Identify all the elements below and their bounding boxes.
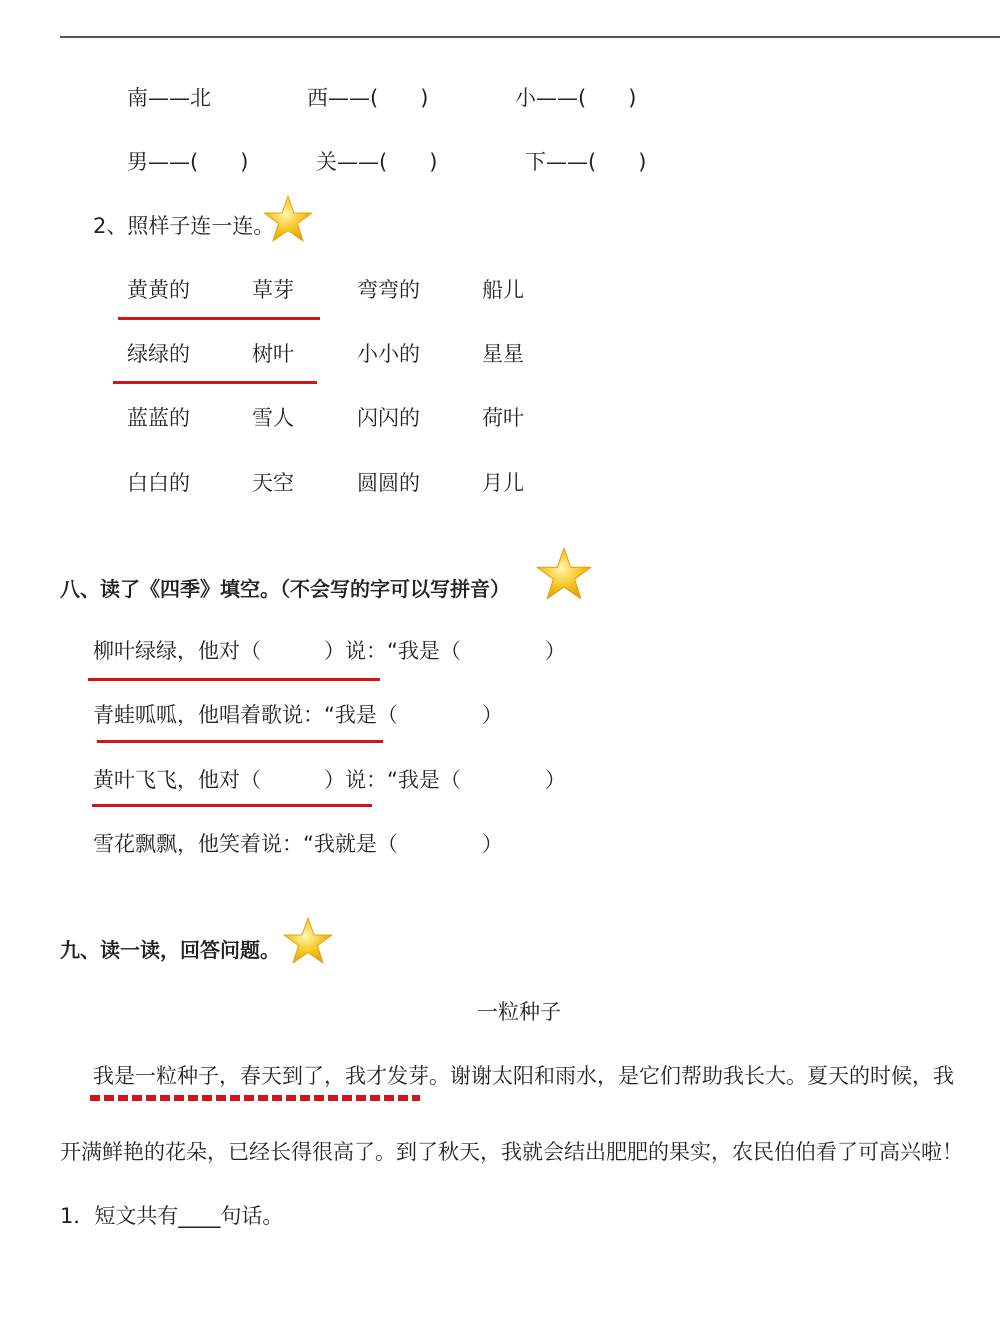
star-icon bbox=[536, 546, 592, 602]
match-word: 月儿 bbox=[482, 471, 524, 495]
answer-underline bbox=[113, 381, 317, 384]
match-word: 星星 bbox=[482, 342, 524, 366]
answer-dashed-underline bbox=[90, 1095, 420, 1101]
fill-line: 雪花飘飘，他笑着说：“我就是（ ） bbox=[93, 832, 503, 856]
antonym-5: 关——( ) bbox=[316, 150, 438, 174]
question-2-title: 2、照样子连一连。 bbox=[93, 214, 275, 238]
match-word: 小小的 bbox=[357, 342, 420, 366]
match-word: 雪人 bbox=[252, 406, 294, 430]
star-icon bbox=[283, 916, 333, 966]
answer-underline bbox=[97, 740, 383, 743]
story-paragraph-line: 开满鲜艳的花朵，已经长得很高了。到了秋天，我就会结出肥肥的果实，农民伯伯看了可高兴啦！ bbox=[60, 1140, 963, 1164]
match-word: 船儿 bbox=[482, 278, 524, 302]
fill-line: 黄叶飞飞，他对（ ）说：“我是（ ） bbox=[93, 768, 566, 792]
story-title: 一粒种子 bbox=[477, 1000, 561, 1024]
section-8-title: 八、读了《四季》填空。（不会写的字可以写拼音） bbox=[60, 577, 510, 601]
match-word: 草芽 bbox=[252, 278, 294, 302]
match-word: 弯弯的 bbox=[357, 278, 420, 302]
answer-underline bbox=[88, 678, 380, 681]
star-icon bbox=[263, 194, 313, 244]
match-word: 绿绿的 bbox=[127, 342, 190, 366]
story-paragraph-line: 我是一粒种子，春天到了，我才发芽。谢谢太阳和雨水，是它们帮助我长大。夏天的时候，我 bbox=[93, 1064, 954, 1088]
answer-underline bbox=[92, 804, 372, 807]
match-word: 闪闪的 bbox=[357, 406, 420, 430]
match-word: 荷叶 bbox=[482, 406, 524, 430]
antonym-6: 下——( ) bbox=[525, 150, 647, 174]
antonym-2: 西——( ) bbox=[307, 86, 429, 110]
match-word: 树叶 bbox=[252, 342, 294, 366]
section-9-title: 九、读一读，回答问题。 bbox=[60, 938, 280, 962]
match-word: 白白的 bbox=[127, 471, 190, 495]
fill-line: 青蛙呱呱，他唱着歌说：“我是（ ） bbox=[93, 703, 503, 727]
match-word: 天空 bbox=[252, 471, 294, 495]
antonym-3: 小——( ) bbox=[515, 86, 637, 110]
antonym-4: 男——( ) bbox=[127, 150, 249, 174]
match-word: 蓝蓝的 bbox=[127, 406, 190, 430]
answer-underline bbox=[118, 317, 320, 320]
top-rule bbox=[60, 36, 1000, 38]
match-word: 黄黄的 bbox=[127, 278, 190, 302]
match-word: 圆圆的 bbox=[357, 471, 420, 495]
question-1: 1．短文共有____句话。 bbox=[60, 1204, 284, 1228]
fill-line: 柳叶绿绿，他对（ ）说：“我是（ ） bbox=[93, 639, 566, 663]
antonym-1: 南——北 bbox=[127, 86, 211, 110]
